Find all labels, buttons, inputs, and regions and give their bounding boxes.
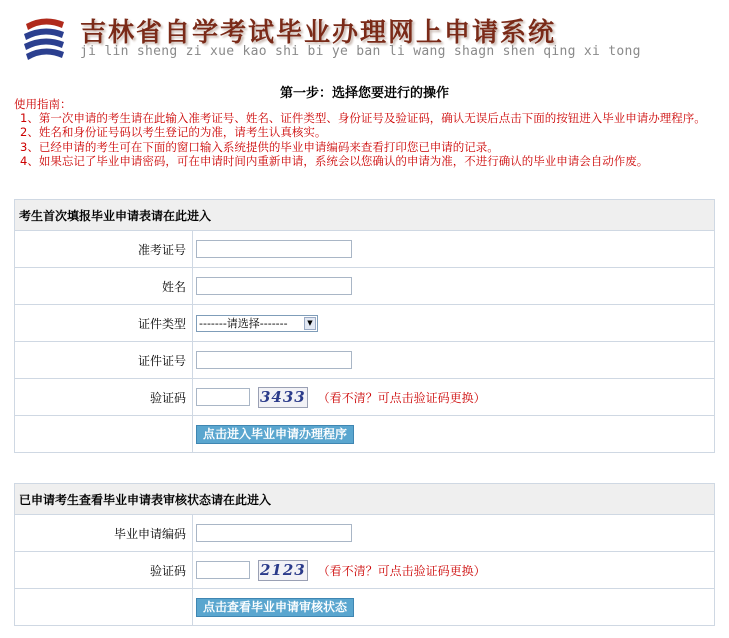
submit-cell-2 [193,589,715,626]
status-check-form [14,483,715,626]
id-type-label: 证件类型 [15,305,193,342]
captcha-image-2[interactable]: 2123 [258,560,308,581]
exam-no-label: 准考证号 [15,231,193,268]
site-title: 吉林省自学考试毕业办理网上申请系统 [80,18,557,48]
application-no-input[interactable] [196,524,352,542]
check-status-button[interactable]: 点击查看毕业申请审核状态 [196,598,354,617]
enter-application-button[interactable]: 点击进入毕业申请办理程序 [196,425,354,444]
guide-item-1: 1、第一次申请的考生请在此输入准考证号、姓名、证件类型、身份证号及验证码，确认无误后点击下面的按钮进入毕业申请办理程序。 [20,111,706,126]
id-type-selected-value: -------请选择------- [199,316,288,330]
site-logo-icon [18,10,70,62]
submit-row-spacer-2 [15,589,193,626]
id-type-select[interactable] [196,315,318,332]
captcha-cell-2 [193,552,715,589]
id-no-input[interactable] [196,351,352,369]
guide-item-4: 4、如果忘记了毕业申请密码，可在申请时间内重新申请，系统会以您确认的申请为准，不进行确认的毕业申请会自动作废。 [20,153,649,168]
step-title: 第一步：选择您要进行的操作 [279,86,449,101]
captcha-input-2[interactable] [196,561,250,579]
id-no-label: 证件证号 [15,342,193,379]
name-input[interactable] [196,277,352,295]
captcha-cell [193,379,715,416]
guide-item-2: 2、姓名和身份证号码以考生登记的为准，请考生认真核实。 [20,125,327,140]
captcha-label: 验证码 [15,379,193,416]
id-type-cell [193,305,715,342]
second-form-heading: 已申请考生查看毕业申请表审核状态请在此进入 [15,484,715,515]
id-no-cell [193,342,715,379]
first-form-heading: 考生首次填报毕业申请表请在此进入 [15,200,715,231]
guide-heading: 使用指南： [14,97,72,111]
exam-no-input[interactable] [196,240,352,258]
captcha-input[interactable] [196,388,250,406]
name-label: 姓名 [15,268,193,305]
application-no-label: 毕业申请编码 [15,515,193,552]
captcha-refresh-hint-2[interactable]: （看不清？可点击验证码更换） [317,563,486,578]
usage-guide [14,97,716,168]
exam-no-cell [193,231,715,268]
name-cell [193,268,715,305]
captcha-refresh-hint[interactable]: （看不清？可点击验证码更换） [317,390,486,405]
application-no-cell [193,515,715,552]
captcha-image[interactable]: 3433 [258,387,308,408]
site-header [0,0,729,72]
submit-row-spacer [15,416,193,453]
site-title-pinyin: ji lin sheng zi xue kao shi bi ye ban li wang shagn shen qing xi tong [80,44,641,59]
captcha-label-2: 验证码 [15,552,193,589]
first-application-form [14,199,715,453]
guide-item-3: 3、已经申请的考生可在下面的窗口输入系统提供的毕业申请编码来查看打印您已申请的记录。 [20,139,499,154]
submit-cell [193,416,715,453]
chevron-down-icon[interactable]: ▼ [304,317,316,330]
